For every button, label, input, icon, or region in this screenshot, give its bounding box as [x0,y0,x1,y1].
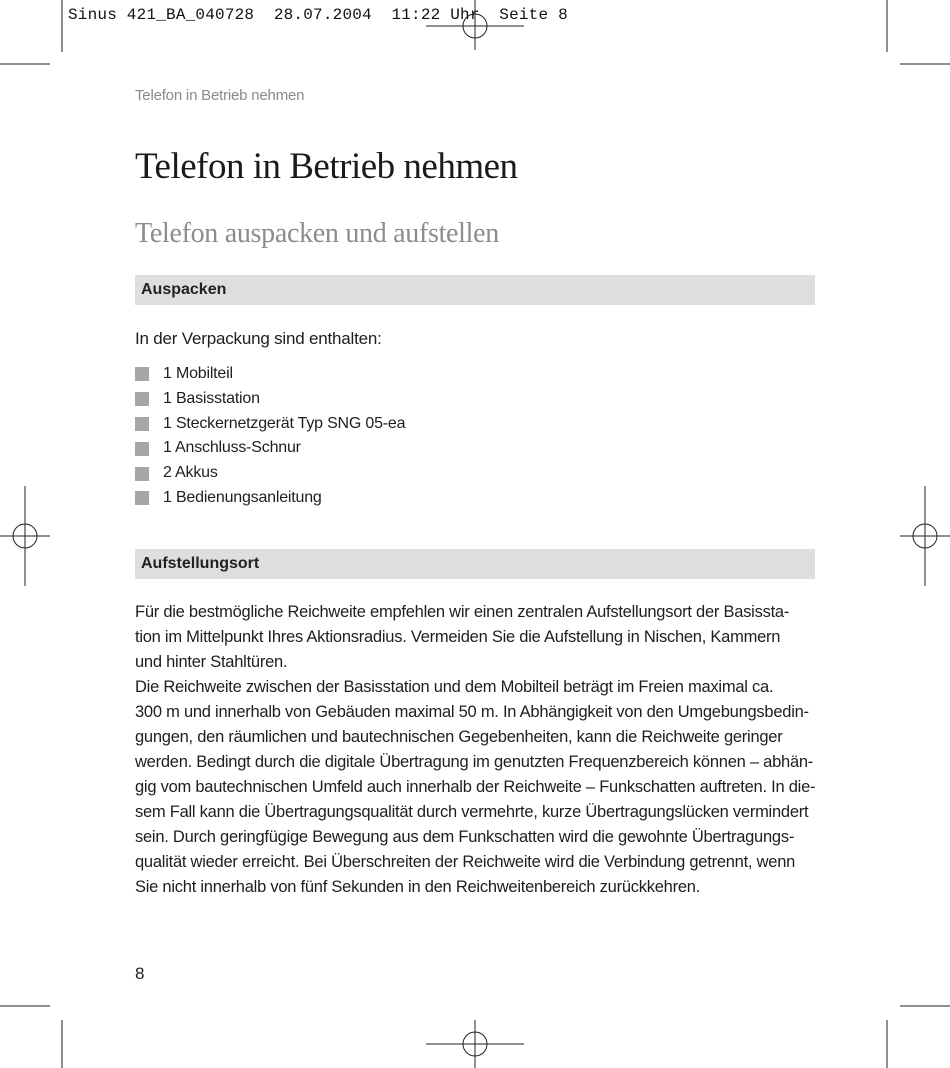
text-line: werden. Bedingt durch die digitale Übertragung im genutzten Frequenzbereich können – abhän- [135,753,814,771]
bullet-square-icon [135,417,149,431]
page-number: 8 [135,964,145,983]
registration-mark-left [0,486,50,586]
registration-mark-right [900,486,950,586]
list-item-label: 1 Bedienungsanleitung [163,488,322,506]
text-line: sem Fall kann die Übertragungsqualität durch vermehrte, kurze Übertragungslücken vermindert [135,803,809,821]
subsection-heading-auspacken: Auspacken [135,275,815,305]
text-line: Die Reichweite zwischen der Basisstation und dem Mobilteil beträgt im Freien maximal ca. [135,678,774,696]
page-title: Telefon in Betrieb nehmen [135,146,518,187]
list-item [135,436,405,461]
package-contents-intro: In der Verpackung sind enthalten: [135,329,382,348]
text-line: sein. Durch geringfügige Bewegung aus dem Funkschatten wird die gewohnte Übertragungs- [135,828,795,846]
text-line: Für die bestmögliche Reichweite empfehlen wir einen zentralen Aufstellungsort der Basissta- [135,603,790,621]
list-item [135,362,405,387]
subsection-heading-aufstellungsort: Aufstellungsort [135,549,815,579]
bullet-square-icon [135,491,149,505]
list-item-label: 1 Basisstation [163,389,260,407]
registration-mark-bottom [426,1020,524,1068]
bullet-square-icon [135,442,149,456]
text-line: gig vom bautechnischen Umfeld auch innerhalb der Reichweite – Funkschatten auftreten. In die- [135,778,816,796]
list-item [135,387,405,412]
text-line: gungen, den räumlichen und bautechnischen Gegebenheiten, kann die Reichweite geringer [135,728,783,746]
print-slug: Sinus 421_BA_040728 28.07.2004 11:22 Uhr Seite 8 [68,6,568,24]
text-line: tion im Mittelpunkt Ihres Aktionsradius. Vermeiden Sie die Aufstellung in Nischen, Kammern [135,628,781,646]
list-item-label: 1 Mobilteil [163,365,233,382]
location-paragraph [135,600,815,900]
list-item [135,486,405,511]
text-line: Sie nicht innerhalb von fünf Sekunden in den Reichweitenbereich zurückkehren. [135,878,701,896]
list-item [135,461,405,486]
text-line: 300 m und innerhalb von Gebäuden maximal 50 m. In Abhängigkeit von den Umgebungsbedin- [135,703,809,721]
list-item-label: 2 Akkus [163,464,218,482]
running-head: Telefon in Betrieb nehmen [135,87,305,104]
section-title: Telefon auspacken und aufstellen [135,218,499,249]
list-item-label: 1 Steckernetzgerät Typ SNG 05-ea [163,414,406,432]
text-line: und hinter Stahltüren. [135,653,288,671]
package-contents-list [135,362,405,511]
bullet-square-icon [135,367,149,381]
list-item [135,412,405,437]
bullet-square-icon [135,392,149,406]
list-item-label: 1 Anschluss-Schnur [163,439,301,457]
bullet-square-icon [135,467,149,481]
text-line: qualität wieder erreicht. Bei Überschreiten der Reichweite wird die Verbindung getrennt, wenn [135,853,796,871]
